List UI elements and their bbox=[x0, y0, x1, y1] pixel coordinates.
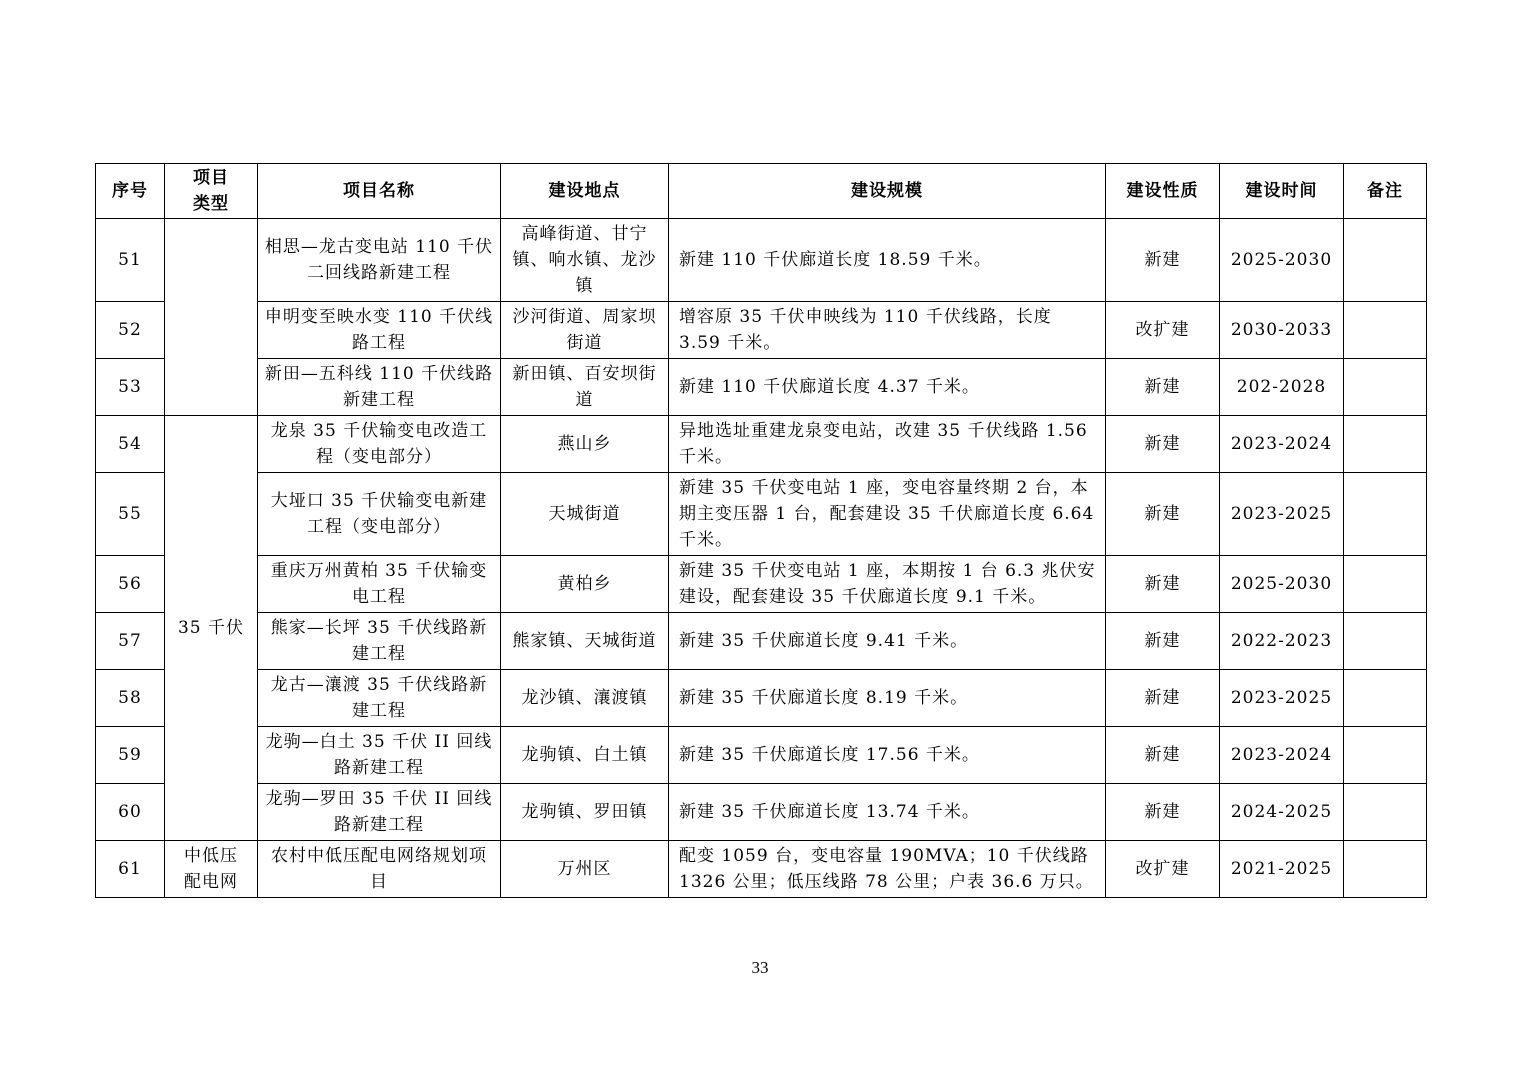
time: 2024-2025 bbox=[1220, 784, 1344, 841]
nature: 新建 bbox=[1106, 473, 1220, 556]
time: 202-2028 bbox=[1220, 359, 1344, 416]
time: 2023-2025 bbox=[1220, 473, 1344, 556]
project-name: 龙驹—罗田 35 千伏 II 回线路新建工程 bbox=[258, 784, 501, 841]
nature: 新建 bbox=[1106, 359, 1220, 416]
scale: 新建 35 千伏廊道长度 17.56 千米。 bbox=[669, 727, 1106, 784]
scale: 新建 35 千伏廊道长度 9.41 千米。 bbox=[669, 613, 1106, 670]
remark bbox=[1344, 784, 1427, 841]
location: 熊家镇、天城街道 bbox=[501, 613, 669, 670]
project-name: 熊家—长坪 35 千伏线路新建工程 bbox=[258, 613, 501, 670]
time: 2021-2025 bbox=[1220, 841, 1344, 898]
scale: 新建 35 千伏变电站 1 座，本期按 1 台 6.3 兆伏安建设，配套建设 35 千伏廊道长度 9.1 千米。 bbox=[669, 556, 1106, 613]
table-row bbox=[96, 416, 1427, 473]
type-group-lowmid: 中低压配电网 bbox=[165, 841, 258, 898]
row-number: 56 bbox=[96, 556, 165, 613]
row-number: 58 bbox=[96, 670, 165, 727]
scale: 增容原 35 千伏申映线为 110 千伏线路，长度 3.59 千米。 bbox=[669, 302, 1106, 359]
scale: 新建 35 千伏廊道长度 13.74 千米。 bbox=[669, 784, 1106, 841]
time: 2023-2025 bbox=[1220, 670, 1344, 727]
row-number: 57 bbox=[96, 613, 165, 670]
table-row bbox=[96, 473, 1427, 556]
remark bbox=[1344, 556, 1427, 613]
nature: 新建 bbox=[1106, 613, 1220, 670]
project-table bbox=[95, 163, 1427, 898]
table-row bbox=[96, 727, 1427, 784]
type-group-110kv bbox=[165, 219, 258, 416]
scale: 异地选址重建龙泉变电站，改建 35 千伏线路 1.56 千米。 bbox=[669, 416, 1106, 473]
time: 2030-2033 bbox=[1220, 302, 1344, 359]
project-name: 申明变至映水变 110 千伏线路工程 bbox=[258, 302, 501, 359]
scale: 新建 35 千伏廊道长度 8.19 千米。 bbox=[669, 670, 1106, 727]
type-group-35kv: 35 千伏 bbox=[165, 416, 258, 841]
table-row bbox=[96, 841, 1427, 898]
project-name: 龙泉 35 千伏输变电改造工程（变电部分） bbox=[258, 416, 501, 473]
location: 燕山乡 bbox=[501, 416, 669, 473]
nature: 新建 bbox=[1106, 556, 1220, 613]
project-name: 大垭口 35 千伏输变电新建工程（变电部分） bbox=[258, 473, 501, 556]
header-cell: 备注 bbox=[1344, 164, 1427, 219]
location: 新田镇、百安坝街道 bbox=[501, 359, 669, 416]
scale: 新建 35 千伏变电站 1 座，变电容量终期 2 台，本期主变压器 1 台，配套建设 35 千伏廊道长度 6.64 千米。 bbox=[669, 473, 1106, 556]
project-name: 农村中低压配电网络规划项目 bbox=[258, 841, 501, 898]
header-cell: 建设时间 bbox=[1220, 164, 1344, 219]
row-number: 59 bbox=[96, 727, 165, 784]
location: 万州区 bbox=[501, 841, 669, 898]
table-row bbox=[96, 784, 1427, 841]
scale: 配变 1059 台，变电容量 190MVA；10 千伏线路 1326 公里；低压线路 78 公里；户表 36.6 万只。 bbox=[669, 841, 1106, 898]
table-row bbox=[96, 359, 1427, 416]
page-number: 33 bbox=[751, 958, 769, 977]
header-cell: 建设性质 bbox=[1106, 164, 1220, 219]
header-cell: 项目名称 bbox=[258, 164, 501, 219]
remark bbox=[1344, 670, 1427, 727]
location: 龙驹镇、白土镇 bbox=[501, 727, 669, 784]
location: 龙驹镇、罗田镇 bbox=[501, 784, 669, 841]
remark bbox=[1344, 727, 1427, 784]
nature: 新建 bbox=[1106, 727, 1220, 784]
scale: 新建 110 千伏廊道长度 4.37 千米。 bbox=[669, 359, 1106, 416]
header-cell: 建设规模 bbox=[669, 164, 1106, 219]
row-number: 55 bbox=[96, 473, 165, 556]
time: 2023-2024 bbox=[1220, 727, 1344, 784]
row-number: 53 bbox=[96, 359, 165, 416]
remark bbox=[1344, 841, 1427, 898]
project-name: 重庆万州黄柏 35 千伏输变电工程 bbox=[258, 556, 501, 613]
nature: 改扩建 bbox=[1106, 302, 1220, 359]
header-row bbox=[96, 164, 1427, 219]
nature: 新建 bbox=[1106, 416, 1220, 473]
nature: 新建 bbox=[1106, 784, 1220, 841]
table-row bbox=[96, 556, 1427, 613]
header-cell: 序号 bbox=[96, 164, 165, 219]
remark bbox=[1344, 416, 1427, 473]
time: 2022-2023 bbox=[1220, 613, 1344, 670]
header-cell: 项目类型 bbox=[165, 164, 258, 219]
project-name: 龙古—瀼渡 35 千伏线路新建工程 bbox=[258, 670, 501, 727]
location: 天城街道 bbox=[501, 473, 669, 556]
nature: 新建 bbox=[1106, 670, 1220, 727]
remark bbox=[1344, 219, 1427, 302]
location: 高峰街道、甘宁镇、响水镇、龙沙镇 bbox=[501, 219, 669, 302]
time: 2025-2030 bbox=[1220, 219, 1344, 302]
remark bbox=[1344, 613, 1427, 670]
row-number: 61 bbox=[96, 841, 165, 898]
remark bbox=[1344, 473, 1427, 556]
row-number: 52 bbox=[96, 302, 165, 359]
nature: 改扩建 bbox=[1106, 841, 1220, 898]
time: 2025-2030 bbox=[1220, 556, 1344, 613]
location: 沙河街道、周家坝街道 bbox=[501, 302, 669, 359]
scale: 新建 110 千伏廊道长度 18.59 千米。 bbox=[669, 219, 1106, 302]
row-number: 60 bbox=[96, 784, 165, 841]
table-row bbox=[96, 219, 1427, 302]
remark bbox=[1344, 302, 1427, 359]
project-name: 相思—龙古变电站 110 千伏二回线路新建工程 bbox=[258, 219, 501, 302]
location: 黄柏乡 bbox=[501, 556, 669, 613]
project-name: 龙驹—白土 35 千伏 II 回线路新建工程 bbox=[258, 727, 501, 784]
row-number: 54 bbox=[96, 416, 165, 473]
table-row bbox=[96, 302, 1427, 359]
row-number: 51 bbox=[96, 219, 165, 302]
nature: 新建 bbox=[1106, 219, 1220, 302]
location: 龙沙镇、瀼渡镇 bbox=[501, 670, 669, 727]
header-cell: 建设地点 bbox=[501, 164, 669, 219]
project-name: 新田—五科线 110 千伏线路新建工程 bbox=[258, 359, 501, 416]
time: 2023-2024 bbox=[1220, 416, 1344, 473]
table-row bbox=[96, 613, 1427, 670]
table-row bbox=[96, 670, 1427, 727]
remark bbox=[1344, 359, 1427, 416]
